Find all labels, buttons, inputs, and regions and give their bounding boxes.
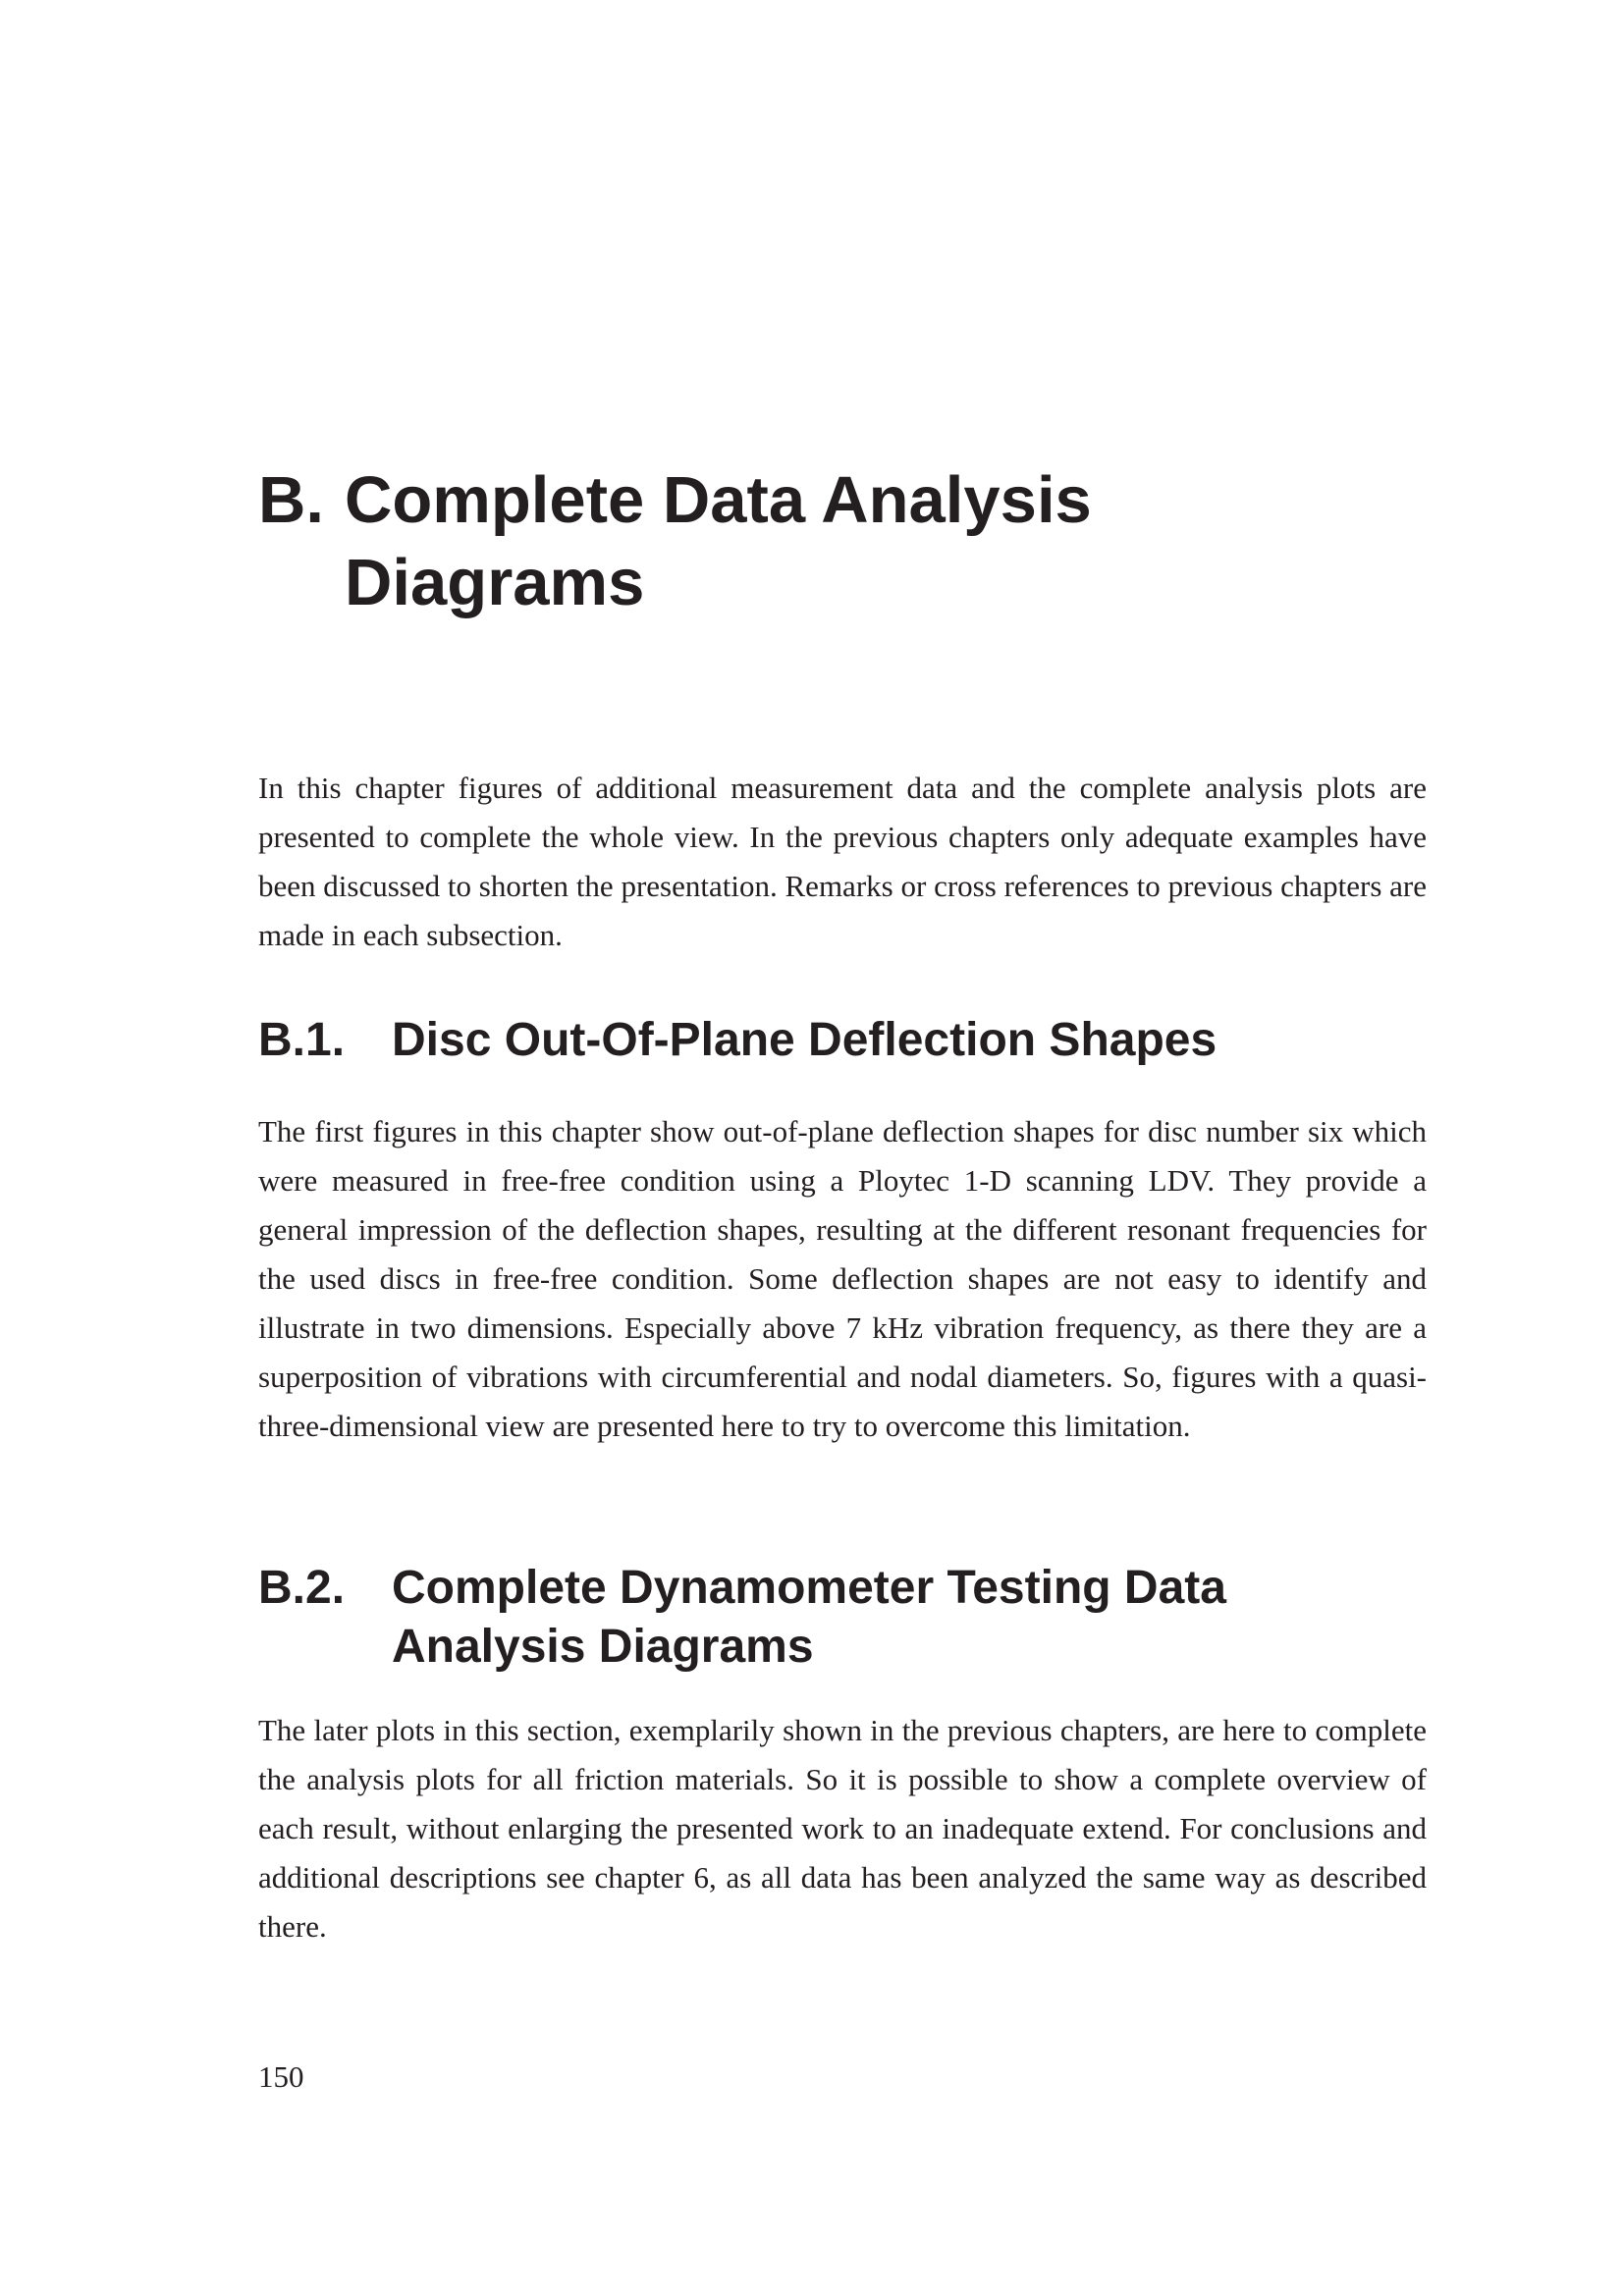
document-page bbox=[258, 0, 1427, 2296]
section-heading-b2 bbox=[258, 1559, 1427, 1677]
section-title: Disc Out-Of-Plane Deflection Shapes bbox=[392, 1014, 1217, 1066]
section-number: B.1. bbox=[258, 1014, 346, 1066]
chapter-heading bbox=[258, 459, 1427, 624]
chapter-title: Complete Data Analysis Diagrams bbox=[345, 463, 1092, 619]
intro-paragraph: In this chapter figures of additional measurement data and the complete analysis plots are presented to complete the whole view. In the previous chapters only adequate examples have been discussed to shorten the presentation. Remarks or cross references to previous chapters are made in each subsection. bbox=[258, 771, 1427, 952]
section-b1-paragraph: The first figures in this chapter show out-of-plane deflection shapes for disc number six which were measured in free-free condition using a Ploytec 1-D scanning LDV. They provide a general impression of the deflection shapes, resulting at the different resonant frequencies for the used discs in free-free condition. Some deflection shapes are not easy to identify and illustrate in two dimensions. Especially above 7 kHz vibration frequency, as there they are a superposition of vibrations with circumferential and nodal diameters. So, figures with a quasi-three-dimensional view are presented here to try to overcome this limitation. bbox=[258, 1114, 1427, 1443]
chapter-number: B. bbox=[258, 463, 324, 537]
section-number: B.2. bbox=[258, 1562, 346, 1614]
page-number: 150 bbox=[258, 2059, 304, 2094]
section-heading-b1 bbox=[258, 1011, 1427, 1070]
section-b2-paragraph: The later plots in this section, exemplarily shown in the previous chapters, are here to complete the analysis plots for all friction materials. So it is possible to show a complete overview of each result, without enlarging the presented work to an inadequate extend. For conclusions and additional descriptions see chapter 6, as all data has been analyzed the same way as described there. bbox=[258, 1713, 1427, 1944]
section-title: Complete Dynamometer Testing Data Analysis Diagrams bbox=[392, 1562, 1226, 1673]
